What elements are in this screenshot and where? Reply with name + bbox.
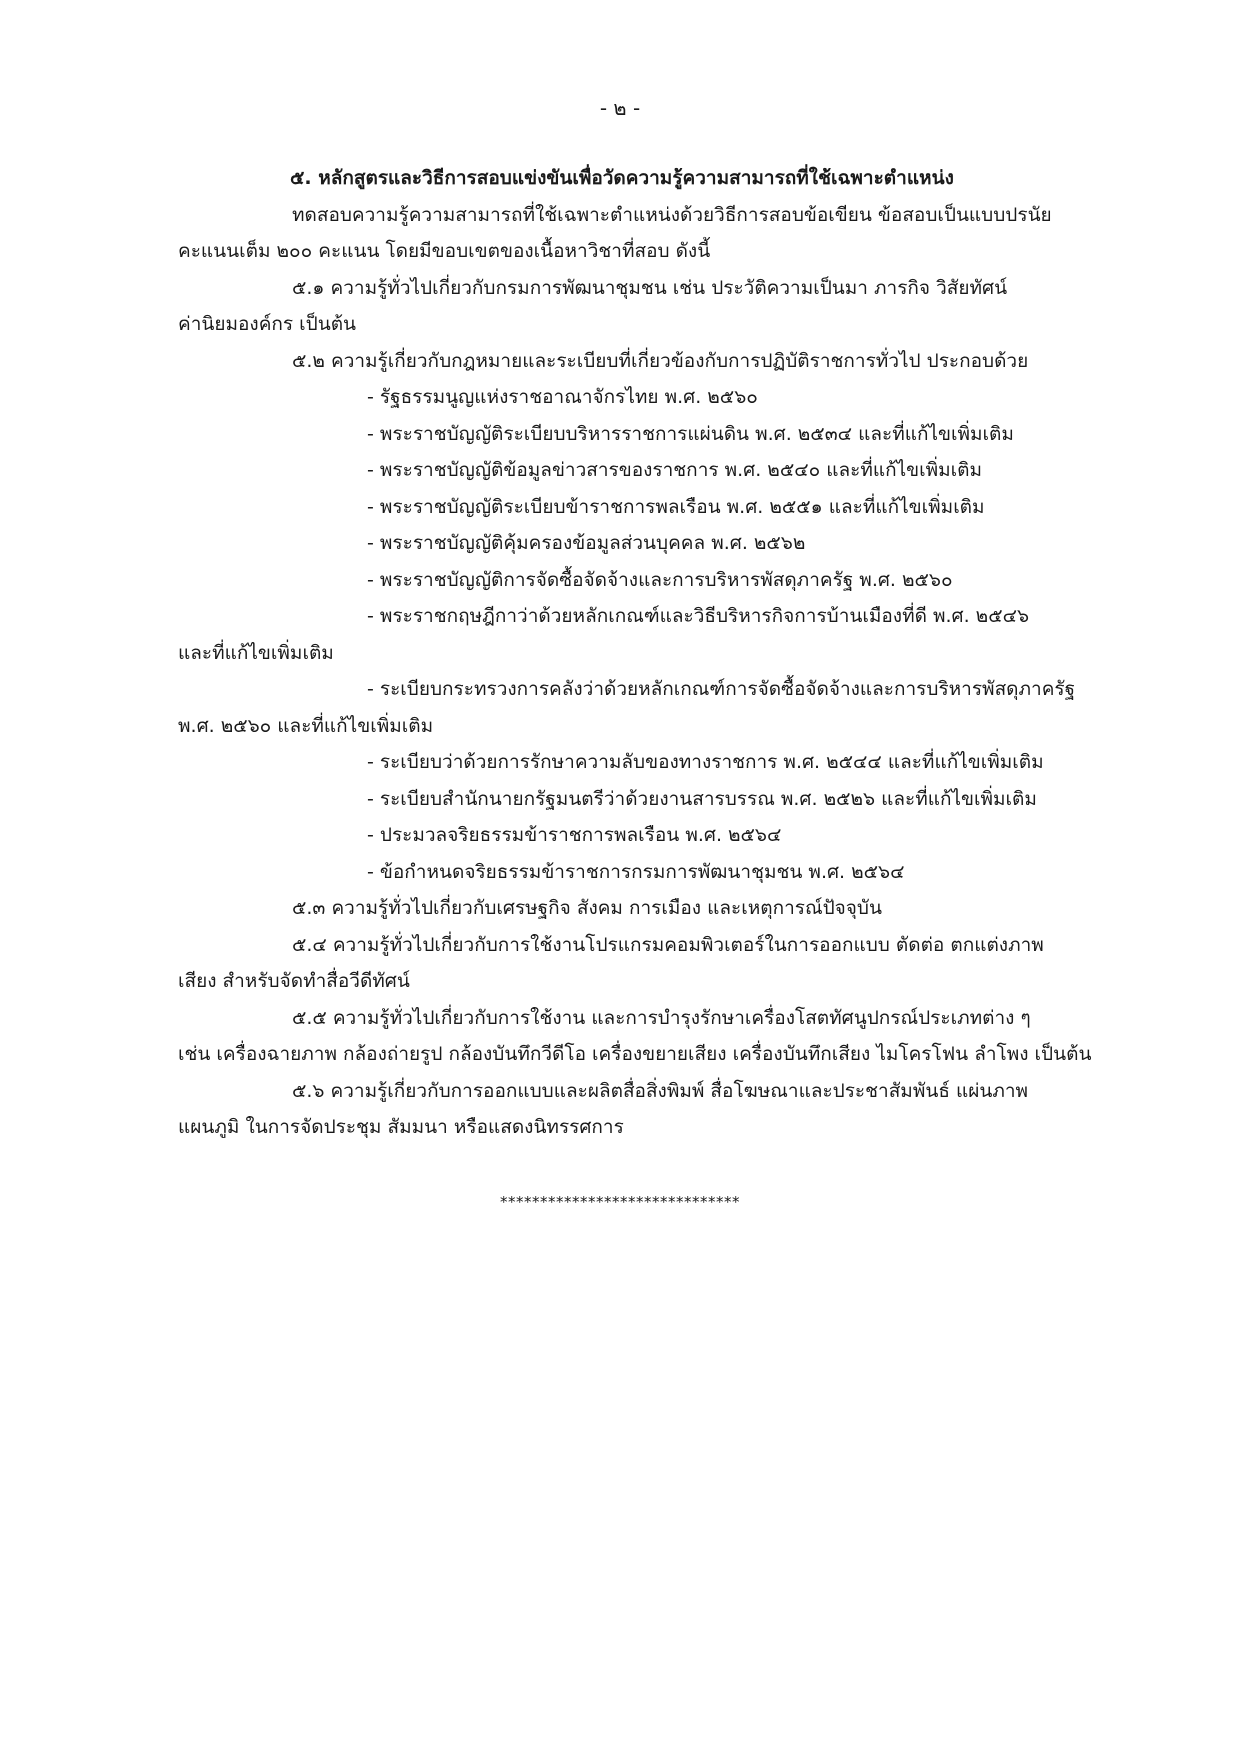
law-list-item: - ระเบียบสำนักนายกรัฐมนตรีว่าด้วยงานสารบรรณ พ.ศ. ๒๕๒๖ และที่แก้ไขเพิ่มเติม — [367, 787, 1037, 810]
intro-paragraph-line: ทดสอบความรู้ความสามารถที่ใช้เฉพาะตำแหน่งด้วยวิธีการสอบข้อเขียน ข้อสอบเป็นแบบปรนัย — [292, 203, 1052, 226]
intro-paragraph-line: คะแนนเต็ม ๒๐๐ คะแนน โดยมีขอบเขตของเนื้อหาวิชาที่สอบ ดังนี้ — [178, 240, 711, 262]
item-5-3: ๕.๓ ความรู้ทั่วไปเกี่ยวกับเศรษฐกิจ สังคม การเมือง และเหตุการณ์ปัจจุบัน — [292, 897, 882, 919]
item-5-1-continuation: ค่านิยมองค์กร เป็นต้น — [178, 313, 357, 335]
law-list-item: - พระราชบัญญัติคุ้มครองข้อมูลส่วนบุคคล พ.ศ. ๒๕๖๒ — [367, 532, 806, 554]
law-list-item: - ประมวลจริยธรรมข้าราชการพลเรือน พ.ศ. ๒๕๖๔ — [367, 824, 782, 846]
law-list-item: - พระราชกฤษฎีกาว่าด้วยหลักเกณฑ์และวิธีบริหารกิจการบ้านเมืองที่ดี พ.ศ. ๒๕๔๖ — [367, 605, 1030, 627]
law-list-item: - ข้อกำหนดจริยธรรมข้าราชการกรมการพัฒนาชุมชน พ.ศ. ๒๕๖๔ — [367, 860, 905, 883]
item-5-2: ๕.๒ ความรู้เกี่ยวกับกฎหมายและระเบียบที่เกี่ยวข้องกับการปฏิบัติราชการทั่วไป ประกอบด้วย — [292, 349, 1029, 372]
law-list-item: - ระเบียบว่าด้วยการรักษาความลับของทางราชการ พ.ศ. ๒๕๔๔ และที่แก้ไขเพิ่มเติม — [367, 751, 1044, 773]
law-list-item: - รัฐธรรมนูญแห่งราชอาณาจักรไทย พ.ศ. ๒๕๖๐ — [367, 386, 758, 408]
item-5-4: ๕.๔ ความรู้ทั่วไปเกี่ยวกับการใช้งานโปรแกรมคอมพิวเตอร์ในการออกแบบ ตัดต่อ ตกแต่งภาพ — [292, 933, 1044, 956]
law-list-item: - พระราชบัญญัติระเบียบบริหารราชการแผ่นดิน พ.ศ. ๒๕๓๔ และที่แก้ไขเพิ่มเติม — [367, 422, 1014, 445]
page-number: - ๒ - — [599, 96, 641, 120]
item-5-4-continuation: เสียง สำหรับจัดทำสื่อวีดีทัศน์ — [178, 970, 410, 992]
law-list-item: - พระราชบัญญัติการจัดซื้อจัดจ้างและการบริหารพัสดุภาครัฐ พ.ศ. ๒๕๖๐ — [367, 568, 953, 591]
item-5-5-continuation: เช่น เครื่องฉายภาพ กล้องถ่ายรูป กล้องบันทึกวีดีโอ เครื่องขยายเสียง เครื่องบันทึกเสียง ไมโครโฟน ลำโพง เป็นต้น — [178, 1043, 1092, 1065]
law-list-item-continuation: และที่แก้ไขเพิ่มเติม — [178, 641, 334, 664]
item-5-6-continuation: แผนภูมิ ในการจัดประชุม สัมมนา หรือแสดงนิทรรศการ — [178, 1116, 624, 1138]
item-5-1: ๕.๑ ความรู้ทั่วไปเกี่ยวกับกรมการพัฒนาชุมชน เช่น ประวัติความเป็นมา ภารกิจ วิสัยทัศน์ — [292, 276, 1008, 299]
law-list-item: - พระราชบัญญัติข้อมูลข่าวสารของราชการ พ.ศ. ๒๕๔๐ และที่แก้ไขเพิ่มเติม — [367, 459, 983, 481]
law-list-item: - ระเบียบกระทรวงการคลังว่าด้วยหลักเกณฑ์การจัดซื้อจัดจ้างและการบริหารพัสดุภาครัฐ — [367, 678, 1076, 700]
exam-curriculum-section — [178, 160, 1123, 1146]
section-heading: ๕. หลักสูตรและวิธีการสอบแข่งขันเพื่อวัดความรู้ความสามารถที่ใช้เฉพาะตำแหน่ง — [290, 167, 954, 189]
law-list-item-continuation: พ.ศ. ๒๕๖๐ และที่แก้ไขเพิ่มเติม — [178, 714, 434, 737]
item-5-6: ๕.๖ ความรู้เกี่ยวกับการออกแบบและผลิตสื่อสิ่งพิมพ์ สื่อโฆษณาและประชาสัมพันธ์ แผ่นภาพ — [292, 1079, 1029, 1102]
end-separator: ****************************** — [500, 1193, 740, 1211]
item-5-5: ๕.๕ ความรู้ทั่วไปเกี่ยวกับการใช้งาน และการบำรุงรักษาเครื่องโสตทัศนูปกรณ์ประเภทต่าง ๆ — [292, 1006, 1031, 1029]
law-list-item: - พระราชบัญญัติระเบียบข้าราชการพลเรือน พ.ศ. ๒๕๕๑ และที่แก้ไขเพิ่มเติม — [367, 495, 985, 518]
